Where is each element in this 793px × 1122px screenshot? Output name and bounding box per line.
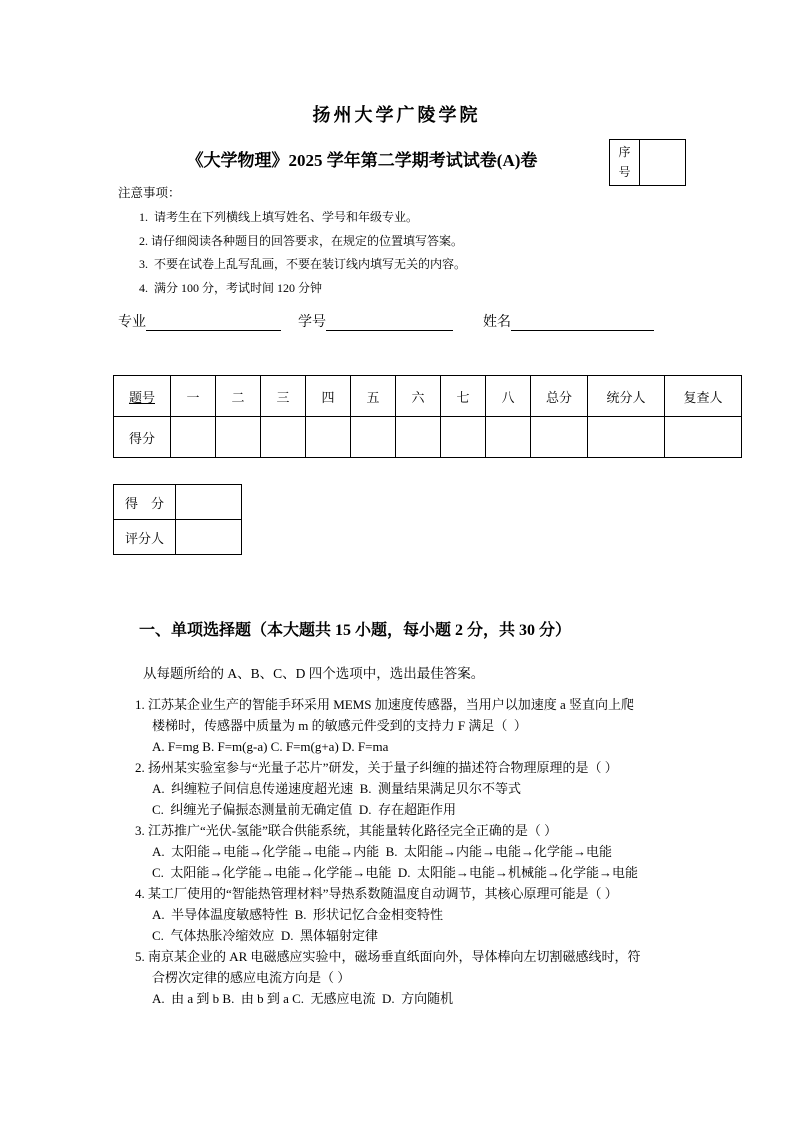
- notice-section: [118, 183, 598, 300]
- question-stem-line: 3. 江苏推广“光伏-氢能”联合供能系统，其能量转化路径完全正确的是（ ）: [135, 823, 558, 838]
- score-table-header-cell: 题号: [114, 376, 171, 417]
- question-stem-line: 合楞次定律的感应电流方向是（ ）: [152, 970, 351, 985]
- score-blank-cell[interactable]: [531, 417, 588, 458]
- score-table-header-cell: 二: [216, 376, 261, 417]
- score-table-header-cell: 复查人: [665, 376, 742, 417]
- name-label: 姓名: [483, 315, 511, 330]
- score-table-header-cell: 总分: [531, 376, 588, 417]
- student-info-line: [118, 311, 654, 331]
- grader-person-blank[interactable]: [176, 520, 242, 555]
- question-stem-line: 1. 江苏某企业生产的智能手环采用 MEMS 加速度传感器，当用户以加速度 a 竖直向上爬: [135, 697, 635, 712]
- major-blank[interactable]: [146, 314, 281, 331]
- question-stem-line: 4. 某工厂使用的“智能热管理材料”导热系数随温度自动调节，其核心原理可能是（ ）: [135, 886, 618, 901]
- score-table-header-cell: 七: [441, 376, 486, 417]
- student-id-blank[interactable]: [326, 314, 453, 331]
- serial-label-top: 序: [618, 145, 631, 160]
- score-blank-cell[interactable]: [306, 417, 351, 458]
- question-1: [135, 694, 683, 757]
- question-options-line: C. 太阳能→化学能→电能→化学能→电能 D. 太阳能→电能→机械能→化学能→电能: [152, 865, 639, 880]
- score-row-label: 得分: [114, 417, 171, 458]
- serial-number-label: [610, 140, 640, 185]
- score-table-header-cell: 六: [396, 376, 441, 417]
- score-blank-cell[interactable]: [171, 417, 216, 458]
- question-2: [135, 757, 683, 820]
- serial-number-blank[interactable]: [640, 140, 685, 185]
- question-4: [135, 883, 683, 946]
- score-table-header-cell: 五: [351, 376, 396, 417]
- grader-person-row: [114, 520, 242, 555]
- grader-score-blank[interactable]: [176, 485, 242, 520]
- serial-number-box: [609, 139, 686, 186]
- notice-item: 3. 不要在试卷上乱写乱画，不要在装订线内填写无关的内容。: [139, 257, 467, 271]
- score-table: [113, 375, 742, 458]
- notice-item: 1. 请考生在下列横线上填写姓名、学号和年级专业。: [139, 210, 419, 224]
- name-blank[interactable]: [511, 314, 654, 331]
- exam-title: 《大学物理》2025 学年第二学期考试试卷(A)卷: [186, 151, 538, 170]
- question-options-line: C. 气体热胀冷缩效应 D. 黑体辐射定律: [152, 928, 379, 943]
- score-blank-cell[interactable]: [588, 417, 665, 458]
- question-options-line: A. F=mg B. F=m(g-a) C. F=m(g+a) D. F=ma: [152, 739, 389, 754]
- question-options-line: C. 纠缠光子偏振态测量前无确定值 D. 存在超距作用: [152, 802, 457, 817]
- question-5: [135, 946, 683, 1009]
- question-options-line: A. 太阳能→电能→化学能→电能→内能 B. 太阳能→内能→电能→化学能→电能: [152, 844, 613, 859]
- question-options-line: A. 由 a 到 b B. 由 b 到 a C. 无感应电流 D. 方向随机: [152, 991, 454, 1006]
- score-table-header-cell: 三: [261, 376, 306, 417]
- notice-title: 注意事项：: [118, 186, 181, 200]
- grader-score-row: [114, 485, 242, 520]
- major-label: 专业: [118, 315, 146, 330]
- score-table-header-cell: 一: [171, 376, 216, 417]
- score-blank-cell[interactable]: [261, 417, 306, 458]
- notice-item: 2. 请仔细阅读各种题目的回答要求，在规定的位置填写答案。: [139, 233, 464, 248]
- question-stem-line: 楼梯时，传感器中质量为 m 的敏感元件受到的支持力 F 满足（ ）: [152, 718, 527, 733]
- score-blank-cell[interactable]: [216, 417, 261, 458]
- question-3: [135, 820, 683, 883]
- section-one-heading: 一、单项选择题（本大题共 15 小题，每小题 2 分，共 30 分）: [139, 622, 572, 639]
- score-blank-cell[interactable]: [441, 417, 486, 458]
- grader-person-label: 评分人: [114, 520, 176, 555]
- question-options-line: A. 半导体温度敏感特性 B. 形状记忆合金相变特性: [152, 907, 444, 922]
- grader-table: [113, 484, 242, 555]
- questions-list: [135, 694, 683, 1009]
- school-title: 扬州大学广陵学院: [312, 105, 481, 125]
- notice-item: 4. 满分 100 分，考试时间 120 分钟: [139, 280, 323, 295]
- score-blank-cell[interactable]: [396, 417, 441, 458]
- question-stem-line: 5. 南京某企业的 AR 电磁感应实验中，磁场垂直纸面向外，导体棒向左切割磁感线时，符: [135, 949, 641, 964]
- score-table-header-row: [114, 376, 742, 417]
- score-table-header-cell: 四: [306, 376, 351, 417]
- score-table-header-cell: 八: [486, 376, 531, 417]
- question-stem-line: 2. 扬州某实验室参与“光量子芯片”研发，关于量子纠缠的描述符合物理原理的是（ ）: [135, 760, 618, 775]
- question-options-line: A. 纠缠粒子间信息传递速度超光速 B. 测量结果满足贝尔不等式: [152, 781, 522, 796]
- score-table-header-cell: 统分人: [588, 376, 665, 417]
- section-one-instruction: 从每题所给的 A、B、C、D 四个选项中，选出最佳答案。: [143, 666, 485, 681]
- notice-items: [118, 206, 598, 300]
- score-table-score-row: [114, 417, 742, 458]
- score-blank-cell[interactable]: [665, 417, 742, 458]
- score-blank-cell[interactable]: [351, 417, 396, 458]
- student-id-label: 学号: [298, 315, 326, 330]
- grader-score-label: 得 分: [114, 485, 176, 520]
- score-blank-cell[interactable]: [486, 417, 531, 458]
- serial-label-bottom: 号: [618, 164, 631, 179]
